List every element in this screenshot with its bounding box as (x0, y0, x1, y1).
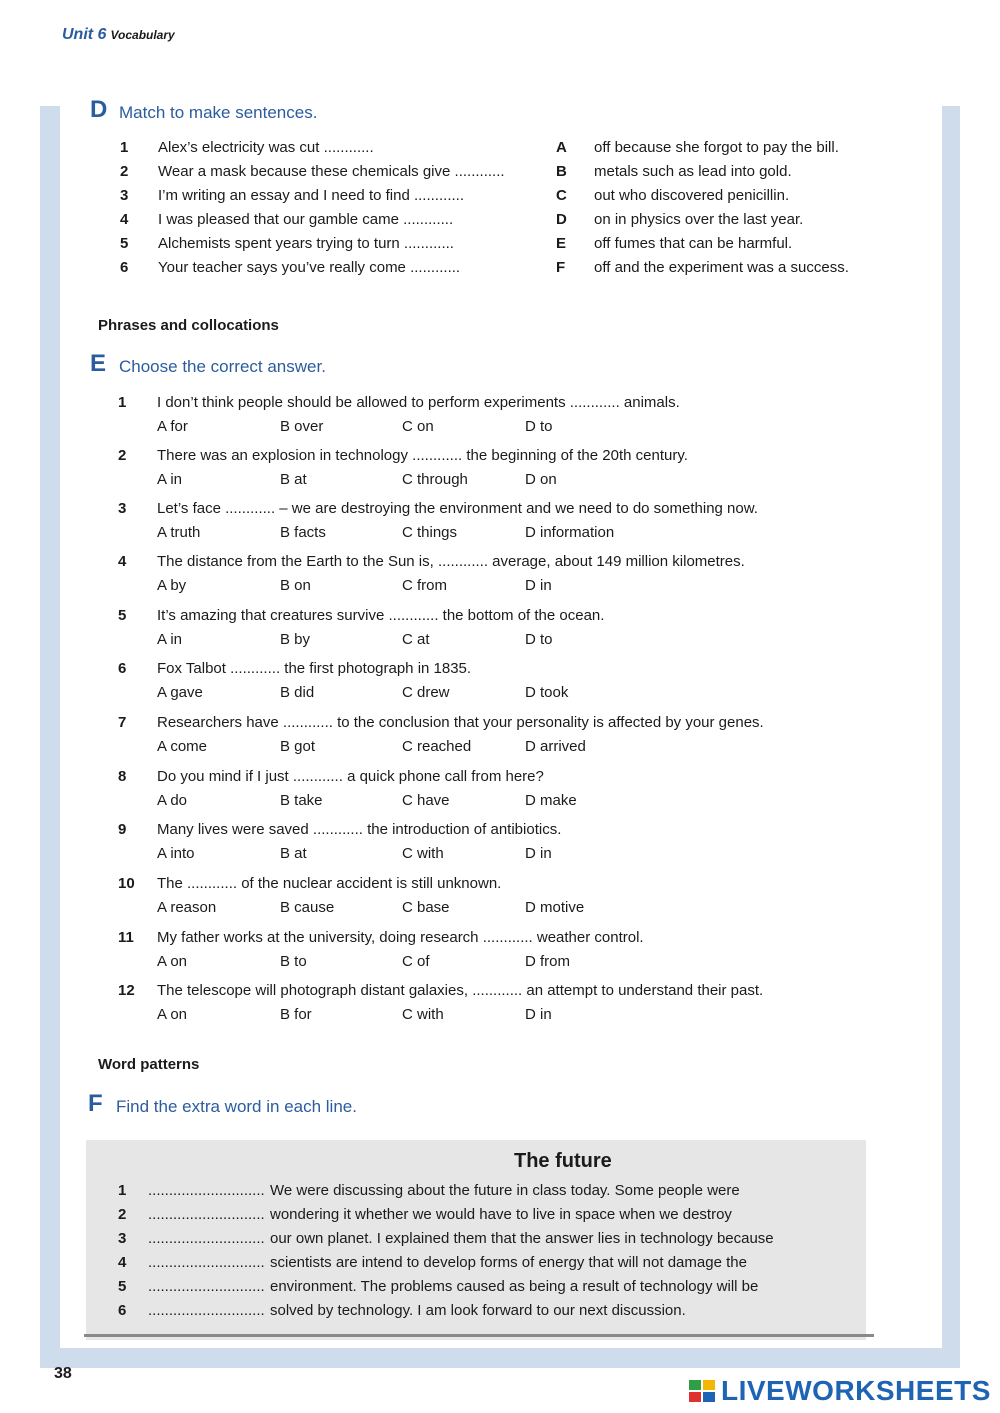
match-sentence-start: Alchemists spent years trying to turn ............ (158, 235, 454, 252)
line-text: We were discussing about the future in class today. Some people were (270, 1182, 740, 1199)
text-line (0, 1181, 1000, 1203)
question-number: 8 (118, 768, 127, 785)
panel-bottom-rule (84, 1334, 874, 1337)
line-text: our own planet. I explained them that the answer lies in technology because (270, 1230, 774, 1247)
answer-blank[interactable]: ............................ (148, 1230, 265, 1247)
question-number: 10 (118, 875, 135, 892)
option-b[interactable]: B over (280, 418, 324, 435)
question-text: My father works at the university, doing research ............ weather control. (157, 929, 644, 946)
liveworksheets-logo-icon (688, 1378, 718, 1404)
option-a[interactable]: A on (157, 1006, 188, 1023)
question-item (0, 821, 1000, 873)
answer-blank[interactable]: ............................ (148, 1278, 265, 1295)
match-sentence-start: Your teacher says you’ve really come ............ (158, 259, 461, 276)
question-item (0, 447, 1000, 499)
option-a[interactable]: A do (157, 792, 188, 809)
text-line (0, 1253, 1000, 1275)
question-item (0, 500, 1000, 552)
match-sentence-start: Alex’s electricity was cut ............ (158, 139, 374, 156)
match-sentence-end: off fumes that can be harmful. (594, 235, 793, 252)
question-number: 7 (118, 714, 127, 731)
match-number: 2 (120, 163, 129, 180)
liveworksheets-logo[interactable] (688, 1375, 991, 1407)
question-item (0, 607, 1000, 659)
option-a[interactable]: A on (157, 953, 188, 970)
match-number: 1 (120, 139, 129, 156)
option-a[interactable]: A in (157, 631, 183, 648)
option-b[interactable]: B take (280, 792, 323, 809)
option-a[interactable]: A come (157, 738, 208, 755)
question-number: 1 (118, 394, 127, 411)
question-item (0, 875, 1000, 927)
answer-blank[interactable]: ............................ (148, 1206, 265, 1223)
question-text: Do you mind if I just ............ a quick phone call from here? (157, 768, 544, 785)
match-sentence-end: out who discovered penicillin. (594, 187, 790, 204)
question-item (0, 982, 1000, 1034)
option-c[interactable]: C of (402, 953, 430, 970)
option-d[interactable]: D in (525, 577, 552, 594)
question-number: 11 (118, 929, 134, 946)
option-c[interactable]: C on (402, 418, 434, 435)
question-text: Many lives were saved ............ the introduction of antibiotics. (157, 821, 562, 838)
unit-header (62, 26, 175, 44)
match-row (0, 210, 1000, 234)
unit-section-label: Vocabulary (110, 28, 175, 42)
section-f-title: Find the extra word in each line. (116, 1097, 357, 1116)
question-item (0, 394, 1000, 446)
match-letter: B (556, 163, 567, 180)
option-b[interactable]: B on (280, 577, 311, 594)
match-sentence-start: I was pleased that our gamble came ............ (158, 211, 454, 228)
option-a[interactable]: A reason (157, 899, 217, 916)
section-e-title: Choose the correct answer. (119, 357, 326, 376)
question-text: There was an explosion in technology ............ the beginning of the 20th century. (157, 447, 688, 464)
section-e-letter: E (90, 350, 107, 377)
option-c[interactable]: C through (402, 471, 468, 488)
text-line (0, 1301, 1000, 1323)
option-d[interactable]: D motive (525, 899, 585, 916)
question-number: 3 (118, 500, 127, 517)
match-row (0, 162, 1000, 186)
section-f-letter: F (88, 1090, 103, 1117)
match-number: 5 (120, 235, 129, 252)
option-b[interactable]: B at (280, 471, 307, 488)
match-sentence-start: I’m writing an essay and I need to find ............ (158, 187, 464, 204)
line-number: 6 (118, 1302, 127, 1319)
text-line (0, 1229, 1000, 1251)
section-d-letter: D (90, 96, 108, 123)
option-c[interactable]: C have (402, 792, 450, 809)
option-b[interactable]: B to (280, 953, 307, 970)
option-d[interactable]: D in (525, 1006, 552, 1023)
section-d-title: Match to make sentences. (119, 103, 318, 122)
text-line (0, 1205, 1000, 1227)
option-d[interactable]: D information (525, 524, 615, 541)
question-text: The distance from the Earth to the Sun is, ............ average, about 149 million kilometres. (157, 553, 745, 570)
panel-title: The future (514, 1150, 612, 1172)
question-number: 5 (118, 607, 127, 624)
match-letter: C (556, 187, 567, 204)
option-b[interactable]: B got (280, 738, 316, 755)
line-number: 4 (118, 1254, 127, 1271)
match-sentence-end: off because she forgot to pay the bill. (594, 139, 839, 156)
answer-blank[interactable]: ............................ (148, 1302, 265, 1319)
word-patterns-heading: Word patterns (98, 1056, 200, 1073)
option-a[interactable]: A truth (157, 524, 201, 541)
option-c[interactable]: C things (402, 524, 458, 541)
option-c[interactable]: C at (402, 631, 430, 648)
question-number: 9 (118, 821, 127, 838)
option-d[interactable]: D on (525, 471, 557, 488)
option-c[interactable]: C from (402, 577, 447, 594)
match-number: 6 (120, 259, 129, 276)
question-text: The telescope will photograph distant galaxies, ............ an attempt to understand their past. (157, 982, 764, 999)
line-text: wondering it whether we would have to live in space when we destroy (270, 1206, 732, 1223)
question-text: The ............ of the nuclear accident is still unknown. (157, 875, 502, 892)
option-a[interactable]: A for (157, 418, 188, 435)
match-sentence-end: on in physics over the last year. (594, 211, 804, 228)
question-item (0, 660, 1000, 712)
option-d[interactable]: D in (525, 845, 552, 862)
line-number: 3 (118, 1230, 127, 1247)
question-text: It’s amazing that creatures survive ............ the bottom of the ocean. (157, 607, 605, 624)
match-letter: F (556, 259, 566, 276)
match-row (0, 258, 1000, 282)
option-d[interactable]: D to (525, 631, 553, 648)
line-text: scientists are intend to develop forms of energy that will not damage the (270, 1254, 747, 1271)
answer-blank[interactable]: ............................ (148, 1254, 265, 1271)
option-d[interactable]: D took (525, 684, 569, 701)
match-row (0, 138, 1000, 162)
option-c[interactable]: C with (402, 1006, 444, 1023)
option-d[interactable]: D from (525, 953, 570, 970)
option-a[interactable]: A by (157, 577, 187, 594)
line-text: environment. The problems caused as being a result of technology will be (270, 1278, 759, 1295)
match-number: 4 (120, 211, 129, 228)
option-a[interactable]: A in (157, 471, 183, 488)
match-letter: D (556, 211, 567, 228)
line-number: 5 (118, 1278, 127, 1295)
match-sentence-end: off and the experiment was a success. (594, 259, 849, 276)
option-b[interactable]: B cause (280, 899, 335, 916)
question-item (0, 768, 1000, 820)
question-text: Fox Talbot ............ the first photograph in 1835. (157, 660, 472, 677)
match-sentence-start: Wear a mask because these chemicals give ............ (158, 163, 505, 180)
question-text: I don’t think people should be allowed to perform experiments ............ animals. (157, 394, 680, 411)
option-c[interactable]: C with (402, 845, 444, 862)
option-c[interactable]: C drew (402, 684, 450, 701)
phrases-heading: Phrases and collocations (98, 317, 279, 334)
question-text: Let’s face ............ – we are destroying the environment and we need to do something now. (157, 500, 758, 517)
question-number: 6 (118, 660, 127, 677)
option-b[interactable]: B for (280, 1006, 312, 1023)
line-number: 2 (118, 1206, 127, 1223)
question-item (0, 929, 1000, 981)
match-number: 3 (120, 187, 129, 204)
logo-text: LIVEWORKSHEETS (721, 1375, 991, 1406)
answer-blank[interactable]: ............................ (148, 1182, 265, 1199)
option-d[interactable]: D to (525, 418, 553, 435)
line-number: 1 (118, 1182, 127, 1199)
option-c[interactable]: C reached (402, 738, 472, 755)
option-d[interactable]: D make (525, 792, 577, 809)
match-letter: E (556, 235, 567, 252)
option-b[interactable]: B facts (280, 524, 326, 541)
option-b[interactable]: B by (280, 631, 311, 648)
question-number: 4 (118, 553, 127, 570)
match-row (0, 234, 1000, 258)
question-number: 2 (118, 447, 127, 464)
question-text: Researchers have ............ to the conclusion that your personality is affected by your genes. (157, 714, 764, 731)
option-d[interactable]: D arrived (525, 738, 586, 755)
unit-label: Unit 6 (62, 26, 107, 43)
question-item (0, 553, 1000, 605)
option-b[interactable]: B did (280, 684, 315, 701)
text-line (0, 1277, 1000, 1299)
option-c[interactable]: C base (402, 899, 450, 916)
page-number: 38 (54, 1365, 72, 1382)
option-b[interactable]: B at (280, 845, 307, 862)
option-a[interactable]: A gave (157, 684, 203, 701)
option-a[interactable]: A into (157, 845, 195, 862)
line-text: solved by technology. I am look forward to our next discussion. (270, 1302, 686, 1319)
match-row (0, 186, 1000, 210)
question-number: 12 (118, 982, 135, 999)
match-sentence-end: metals such as lead into gold. (594, 163, 792, 180)
question-item (0, 714, 1000, 766)
match-letter: A (556, 139, 567, 156)
